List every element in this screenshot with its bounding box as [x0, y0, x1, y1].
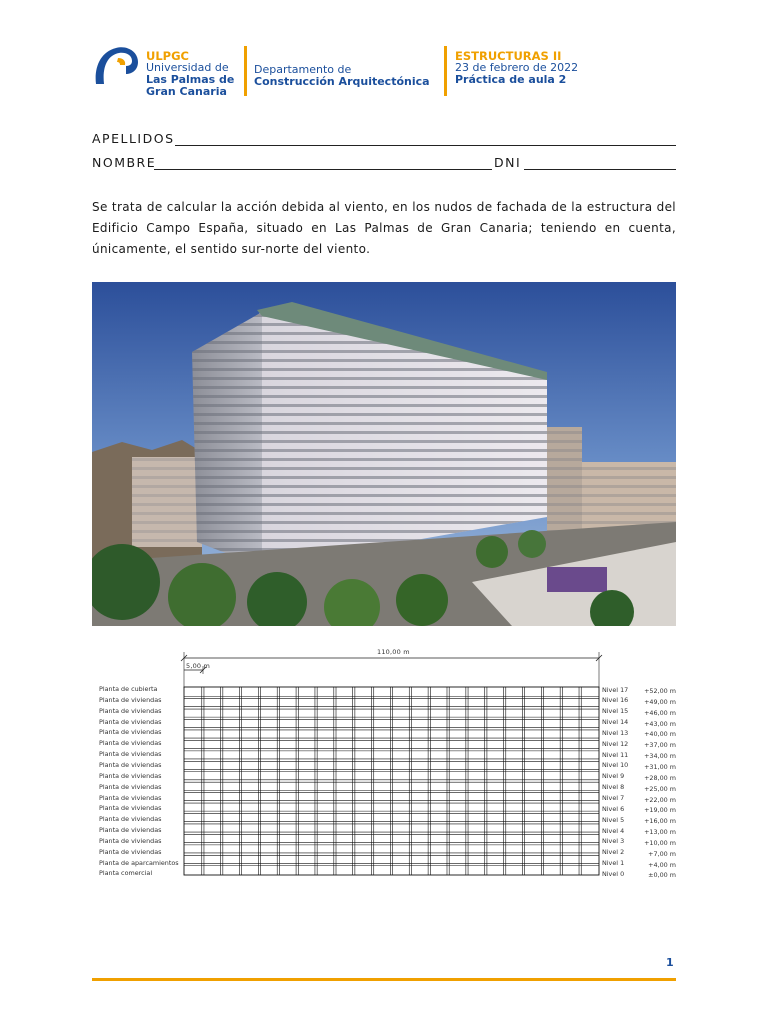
level-label: Nivel 0	[602, 869, 625, 878]
course-block	[455, 50, 578, 86]
elevation-label: +16,00 m	[644, 817, 676, 826]
bay-width-label: 5,00 m	[186, 662, 211, 670]
floor-name-label: Planta de viviendas	[99, 847, 162, 856]
level-label: Nivel 1	[602, 859, 625, 868]
level-label: Nivel 12	[602, 739, 629, 748]
floor-name-label: Planta de viviendas	[99, 706, 162, 715]
intro-paragraph: Se trata de calcular la acción debida al viento, en los nudos de fachada de la estructura del Edificio Campo España, situado en Las Palmas de Gran Canaria; teniendo en cuenta, únicamente, el sentido sur-norte del viento.	[92, 200, 676, 256]
level-label: Nivel 11	[602, 750, 629, 759]
floor-name-label: Planta de viviendas	[99, 836, 162, 845]
department-block	[254, 64, 430, 88]
elevation-label: +10,00 m	[644, 838, 676, 847]
elevation-label: +13,00 m	[644, 828, 676, 837]
dni-field[interactable]	[524, 157, 676, 170]
department-line2: Construcción Arquitectónica	[254, 75, 430, 88]
university-name-line2: Las Palmas de	[146, 73, 235, 86]
elevation-label: +7,00 m	[648, 849, 676, 858]
floor-name-label: Planta de viviendas	[99, 793, 162, 802]
floor-name-label: Planta de viviendas	[99, 771, 162, 780]
level-label: Nivel 4	[602, 826, 625, 835]
level-label: Nivel 3	[602, 837, 625, 846]
elevation-label: +22,00 m	[644, 795, 676, 804]
level-label: Nivel 7	[602, 794, 625, 802]
level-label: Nivel 2	[602, 848, 625, 857]
structure-grid	[184, 687, 599, 875]
floor-name-label: Planta de viviendas	[99, 739, 162, 748]
floor-name-label: Planta de viviendas	[99, 760, 162, 769]
level-label: Nivel 9	[602, 772, 625, 781]
floor-name-label: Planta de viviendas	[99, 695, 162, 704]
grid-outline	[184, 687, 599, 875]
floor-name-label: Planta de viviendas	[99, 804, 162, 813]
elevation-label: +4,00 m	[648, 860, 676, 869]
header-divider	[444, 46, 447, 96]
floor-name-label: Planta de viviendas	[99, 728, 162, 737]
elevation-label: +49,00 m	[644, 697, 676, 706]
floor-name-label: Planta de viviendas	[99, 826, 162, 835]
university-name-line1: Universidad de	[146, 61, 229, 74]
elevation-label: +28,00 m	[644, 773, 676, 782]
level-label: Nivel 16	[602, 696, 629, 705]
elevation-label: +25,00 m	[644, 784, 676, 793]
level-label: Nivel 8	[602, 783, 625, 792]
building-photo	[92, 282, 676, 626]
course-title: ESTRUCTURAS II	[455, 49, 562, 63]
level-label: Nivel 5	[602, 815, 625, 824]
elevation-label: +37,00 m	[644, 741, 676, 750]
elevation-label: +43,00 m	[644, 719, 676, 728]
elevation-label: +40,00 m	[644, 730, 676, 739]
surname-field[interactable]	[175, 133, 676, 146]
total-width-label: 110,00 m	[377, 648, 410, 656]
floor-name-label: Planta de viviendas	[99, 717, 162, 726]
name-label: NOMBRE	[92, 155, 157, 170]
name-field[interactable]	[154, 157, 492, 170]
course-date: 23 de febrero de 2022	[455, 61, 579, 74]
elevation-label: +46,00 m	[644, 708, 676, 717]
elevation-label: +52,00 m	[644, 687, 676, 695]
dni-label: DNI	[494, 155, 522, 170]
ulpgc-logo-icon	[92, 44, 142, 86]
level-label: Nivel 14	[602, 718, 629, 727]
elevation-label: +31,00 m	[644, 762, 676, 771]
floor-name-label: Planta de aparcamientos	[99, 858, 179, 867]
level-label: Nivel 10	[602, 761, 629, 770]
elevation-label: ±0,00 m	[648, 871, 676, 880]
university-name-line3: Gran Canaria	[146, 85, 227, 98]
footer-rule	[92, 978, 676, 981]
level-label: Nivel 13	[602, 728, 629, 737]
floor-name-label: Planta de viviendas	[99, 750, 162, 759]
university-block	[146, 50, 234, 98]
university-acronym: ULPGC	[146, 49, 189, 63]
elevation-label: +19,00 m	[644, 806, 676, 815]
level-label: Nivel 17	[602, 685, 629, 694]
level-label: Nivel 6	[602, 804, 625, 813]
floor-name-label: Planta de viviendas	[99, 815, 162, 824]
total-width-dimension	[181, 652, 602, 688]
course-practice: Práctica de aula 2	[455, 73, 567, 86]
level-label: Nivel 15	[602, 707, 629, 716]
department-line1: Departamento de	[254, 63, 352, 76]
page-number: 1	[666, 956, 674, 969]
floor-name-label: Planta de cubierta	[99, 685, 158, 693]
floor-name-label: Planta de viviendas	[99, 782, 162, 791]
surname-label: APELLIDOS	[92, 131, 175, 146]
floor-name-label: Planta comercial	[99, 869, 153, 878]
header-divider	[244, 46, 247, 96]
elevation-label: +34,00 m	[644, 752, 676, 761]
